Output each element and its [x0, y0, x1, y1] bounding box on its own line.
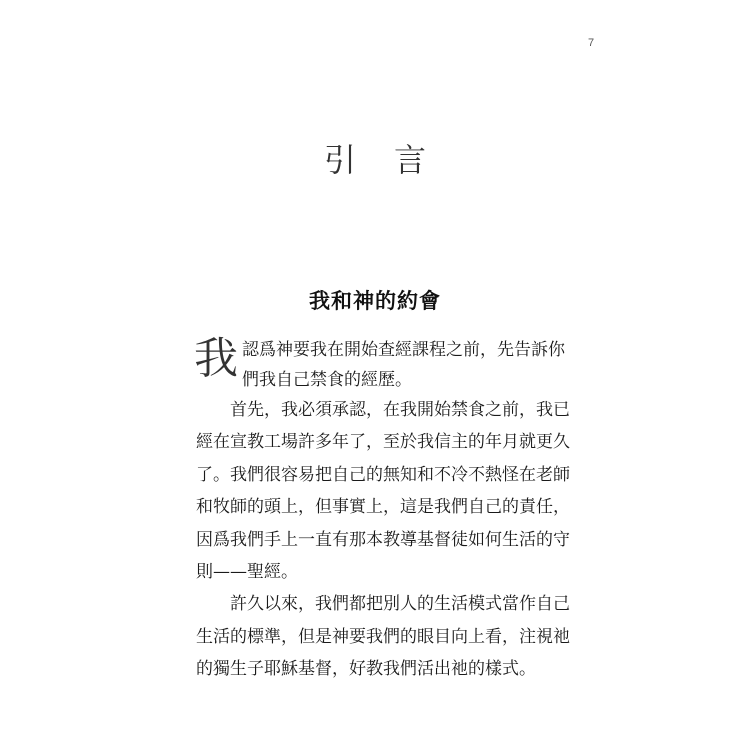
section-title: 我和神的約會 — [309, 289, 441, 313]
lead-line: 們我自己禁食的經歷。 — [242, 370, 412, 390]
text-line: 則——聖經。 — [196, 562, 298, 583]
drop-cap: 我 — [194, 333, 238, 384]
text-line: 了。我們很容易把自己的無知和不冷不熱怪在老師 — [196, 464, 570, 485]
paragraph-3 — [196, 588, 570, 685]
text-line: 的獨生子耶穌基督，好教我們活出祂的樣式。 — [196, 659, 536, 680]
body-text — [194, 330, 570, 686]
text-line: 因爲我們手上一直有那本教導基督徒如何生活的守 — [196, 529, 570, 550]
text-line: 和牧師的頭上，但事實上，這是我們自己的責任， — [196, 497, 570, 518]
text-line: 經在宣教工場許多年了，至於我信主的年月就更久 — [196, 432, 570, 453]
lead-paragraph — [196, 330, 566, 390]
text-line: 首先，我必須承認，在我開始禁食之前，我已 — [196, 400, 570, 420]
lead-line: 認爲神要我在開始查經課程之前，先告訴你 — [242, 340, 565, 360]
text-line: 生活的標準，但是神要我們的眼目向上看，注視祂 — [196, 626, 570, 647]
page-number: 7 — [588, 37, 595, 49]
text-line: 許久以來，我們都把別人的生活模式當作自己 — [196, 594, 570, 615]
chapter-title: 引言 — [323, 141, 464, 179]
paragraph-2 — [196, 394, 570, 588]
